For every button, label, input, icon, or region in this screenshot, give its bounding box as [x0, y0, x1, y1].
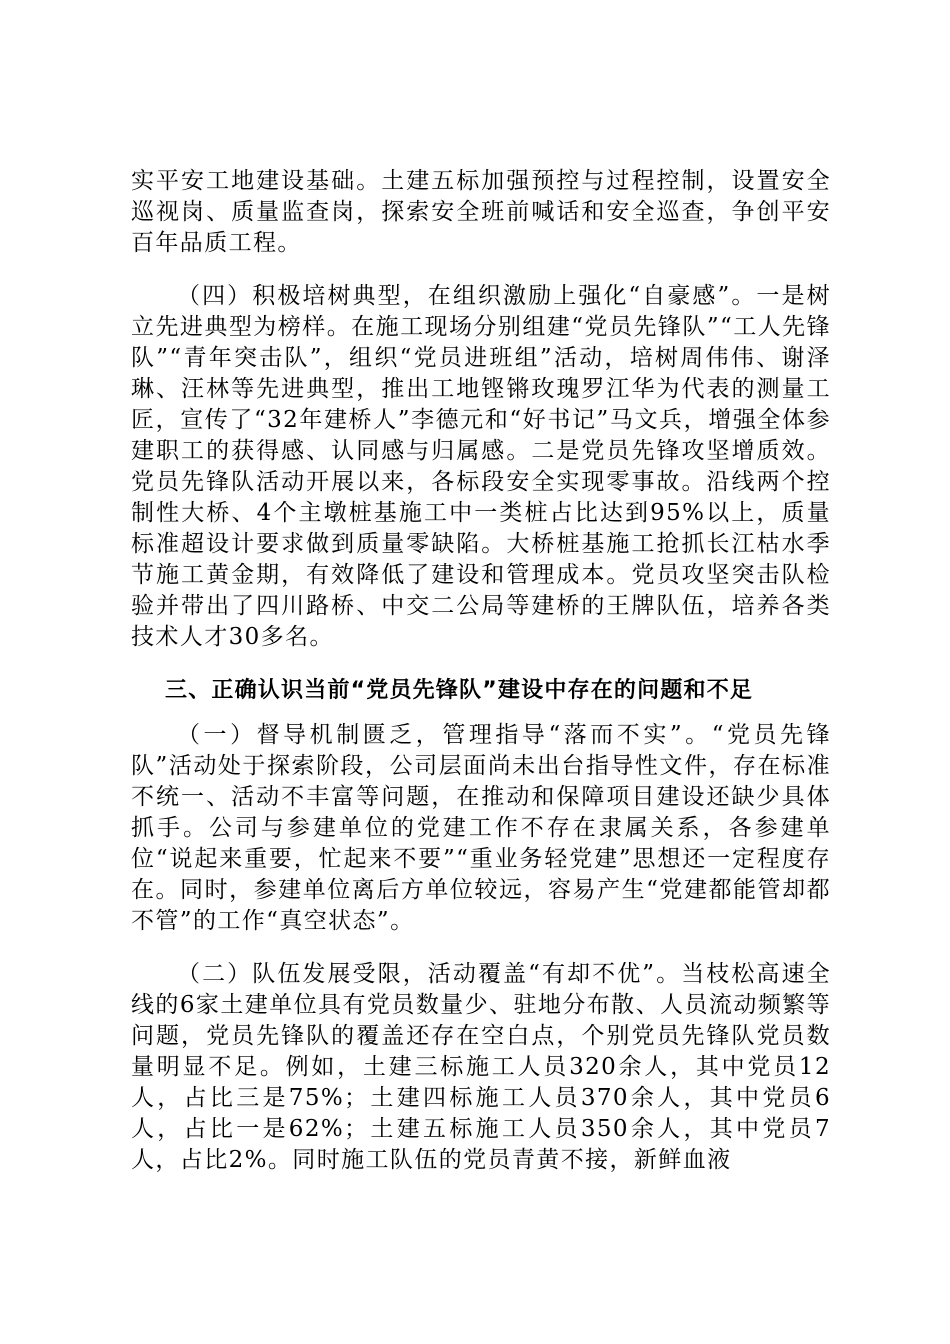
section-heading: 三、正确认识当前“党员先锋队”建设中存在的问题和不足 [165, 678, 754, 703]
paragraph-problem-two: （二）队伍发展受限，活动覆盖“有却不优”。当枝松高速全线的6家土建单位具有党员数量少、驻地分布散、人员流动频繁等问题，党员先锋队的覆盖还存在空白点，个别党员先锋队党员数量明显不足。例如，土建三标施工人员320余人，其中党员12人，占比三是75%；土建四标施工人员370余人，其中党员6人，占比一是62%；土建五标施工人员350余人，其中党员7人，占比2%。同时施工队伍的党员青黄不接，新鲜血液 [131, 961, 831, 1173]
paragraph-problem-one: （一）督导机制匮乏，管理指导“落而不实”。“党员先锋队”活动处于探索阶段，公司层面尚未出台指导性文件，存在标准不统一、活动不丰富等问题，在推动和保障项目建设还缺少具体抓手。公司与参建单位的党建工作不存在隶属关系，各参建单位“说起来重要，忙起来不要”“重业务轻党建”思想还一定程度存在。同时，参建单位离后方单位较远，容易产生“党建都能管却都不管”的工作“真空状态”。 [131, 722, 831, 934]
document-page [131, 166, 831, 1198]
paragraph-section-four: （四）积极培树典型，在组织激励上强化“自豪感”。一是树立先进典型为榜样。在施工现场分别组建“党员先锋队”“工人先锋队”“青年突击队”，组织“党员进班组”活动，培树周伟伟、谢泽琳、汪林等先进典型，推出工地铿锵玫瑰罗江华为代表的测量工匠，宣传了“32年建桥人”李德元和“好书记”马文兵，增强全体参建职工的获得感、认同感与归属感。二是党员先锋攻坚增质效。党员先锋队活动开展以来，各标段安全实现零事故。沿线两个控制性大桥、4个主墩桩基施工中一类桩占比达到95%以上，质量标准超设计要求做到质量零缺陷。大桥桩基施工抢抓长江枯水季节施工黄金期，有效降低了建设和管理成本。党员攻坚突击队检验并带出了四川路桥、中交二公局等建桥的王牌队伍，培养各类技术人才30多名。 [131, 283, 831, 650]
paragraph-safety-continued: 实平安工地建设基础。土建五标加强预控与过程控制，设置安全巡视岗、质量监查岗，探索安全班前喊话和安全巡查，争创平安百年品质工程。 [131, 168, 831, 256]
